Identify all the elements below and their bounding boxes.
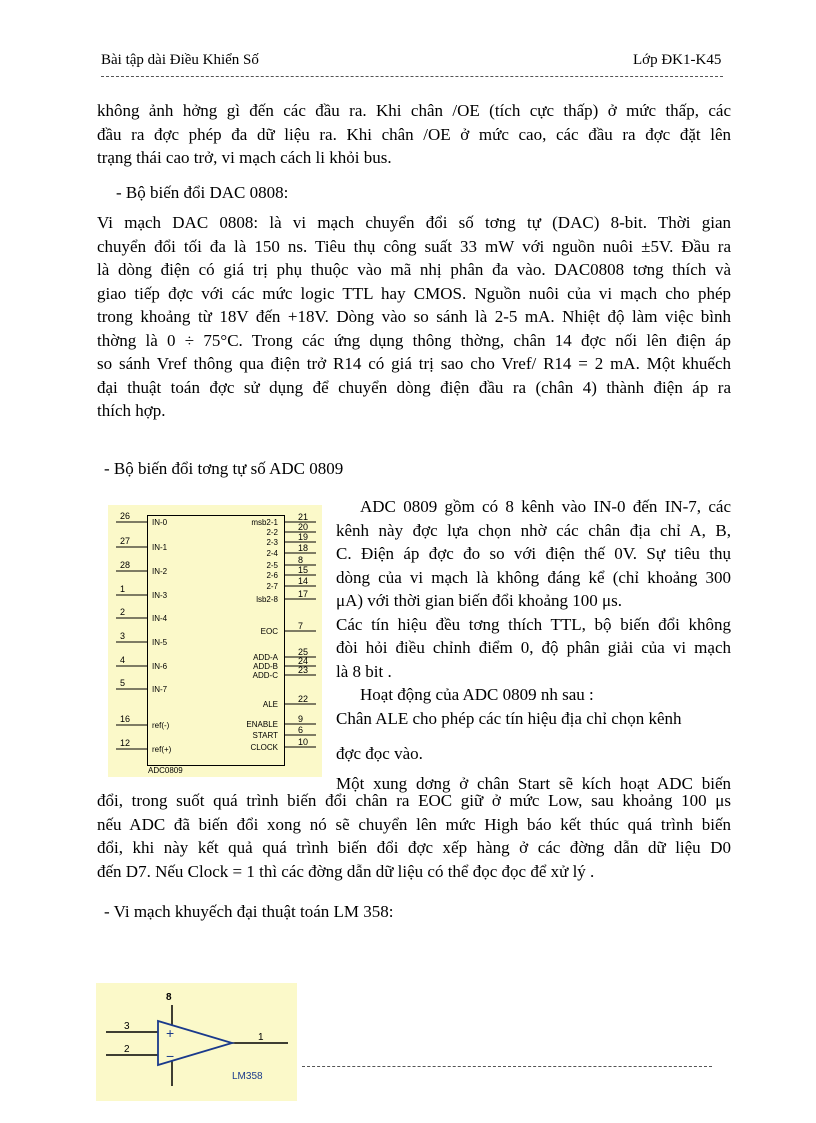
adc-pin-label: IN-5 (152, 638, 168, 647)
adc-pin-number: 9 (298, 714, 304, 724)
text-line: đại thuật toán đợc sử dụng để chuyển dòng điện đầu ra (chân 4) thành điện áp ra (97, 377, 731, 397)
adc-pin-label: IN-4 (152, 614, 168, 623)
adc-pin-label: 2-6 (266, 571, 278, 580)
adc0809-pins (108, 505, 322, 777)
adc-pin-label: ENABLE (246, 720, 278, 729)
adc-pin-number: 12 (120, 738, 131, 748)
pin-1-label: 1 (258, 1032, 264, 1043)
adc-pin-number: 6 (298, 725, 304, 735)
pin-top-label: 8 (166, 992, 172, 1003)
dac-heading: - Bộ biến đổi DAC 0808: (116, 183, 289, 202)
adc-pin-number: 28 (120, 560, 131, 570)
text-line: đầu ra đợc phép đa dữ liệu ra. Khi chân /OE ở mức cao, các đầu ra đợc đặt lên (97, 124, 731, 144)
lm358-label: LM358 (232, 1071, 263, 1082)
text-line: Chân ALE cho phép các tín hiệu địa chỉ chọn kênh (336, 708, 682, 728)
text-line: dòng của vi mạch là không đáng kể (chỉ khoảng 300 (336, 567, 731, 587)
adc-pin-number: 1 (120, 584, 126, 594)
text-line: là dòng điện có giá trị phụ thuộc vào mã nhị phân đa vào. DAC0808 tơng thích và (97, 260, 731, 279)
text-line: đến D7. Nếu Clock = 1 thì các đờng dẫn dữ liệu có thể đọc đọc để xử lý . (97, 861, 595, 881)
adc-pin-label: ALE (262, 700, 278, 709)
adc-pin-number: 22 (298, 694, 309, 704)
adc-pin-number: 2 (120, 607, 126, 617)
adc-pin-label: 2-3 (266, 538, 278, 547)
adc-pin-number: 17 (298, 589, 309, 599)
adc-right-pins (246, 512, 316, 752)
text-line: đòi hỏi điều chỉnh điểm 0, độ phân giải của vi mạch (336, 638, 731, 657)
adc-pin-label: CLOCK (250, 743, 278, 752)
adc-pin-label: msb2-1 (251, 518, 278, 527)
adc-pin-label: EOC (260, 627, 278, 636)
adc-pin-label: ref(-) (152, 721, 170, 730)
text-line: ADC 0809 gồm có 8 kênh vào IN-0 đến IN-7, các (360, 497, 731, 516)
adc-pin-label: 2-4 (266, 549, 278, 558)
lm358-symbol (96, 983, 297, 1101)
text-line: thích hợp. (97, 401, 166, 420)
minus-sign: − (166, 1048, 175, 1064)
adc-pin-number: 16 (120, 714, 131, 724)
pin-2-label: 2 (124, 1044, 130, 1055)
text-line: trạng thái cao trở, vi mạch cách li khỏi bus. (97, 148, 392, 167)
text-line: so sánh Vref thông qua điện trở R14 có giá trị sao cho Vref/ R14 = 2 mA. Một khuếch (97, 354, 731, 373)
text-line: nếu ADC đã biến đổi xong nó sẽ chuyển lên mức High báo kết thúc quá trình biến (97, 814, 731, 834)
adc-heading: - Bộ biến đổi tơng tự số ADC 0809 (104, 459, 344, 478)
adc-pin-number: 20 (298, 522, 309, 532)
adc-pin-number: 27 (120, 536, 131, 546)
text-line: chuyển đổi tối đa là 150 ns. Tiêu thụ công suất 33 mW với nguồn nuôi ±5V. Đầu ra (97, 236, 731, 256)
adc-pin-label: IN-7 (152, 685, 168, 694)
text-line: C. Điện áp đợc đo so với điện thế 0V. Sự tiêu thụ (336, 544, 731, 563)
pin-3-label: 3 (124, 1021, 130, 1032)
text-line: đổi, trong suốt quá trình biến đổi chân ra EOC giữ ở mức Low, sau khoảng 100 μs (97, 791, 731, 810)
text-line: đợc đọc vào. (336, 744, 423, 763)
adc-left-pins (116, 511, 172, 754)
adc-pin-label: START (252, 731, 278, 740)
text-line: đổi, khi này kết quả quá trình biến đổi đợc xếp hàng ở các đờng dẫn dữ liệu D0 (97, 838, 731, 857)
adc-pin-label: IN-2 (152, 567, 168, 576)
lm358-heading: - Vi mạch khuyếch đại thuật toán LM 358: (104, 902, 394, 921)
adc-pin-number: 15 (298, 565, 309, 575)
adc-pin-number: 23 (298, 665, 309, 675)
adc-pin-label: ADD-C (252, 671, 278, 680)
text-line: Các tín hiệu đều tơng thích TTL, bộ biến đổi không (336, 614, 731, 634)
adc-continuation (97, 789, 731, 883)
text-line: Hoạt động của ADC 0809 nh sau : (360, 685, 594, 704)
adc0809-label: ADC0809 (148, 766, 183, 775)
adc-pin-number: 14 (298, 576, 309, 586)
adc-pin-label: IN-3 (152, 591, 168, 600)
text-line: giao tiếp đợc với các mức logic TTL hay CMOS. Nguồn nuôi của vi mạch cho phép (97, 283, 731, 303)
adc-pin-label: IN-1 (152, 543, 168, 552)
adc-pin-label: IN-0 (152, 518, 168, 527)
text-line: kênh này đợc lựa chọn nhờ các chân địa chỉ A, B, (336, 520, 731, 540)
header-rule (101, 76, 723, 77)
header-left: Bài tập dài Điều Khiển Số (101, 52, 259, 68)
adc-pin-number: 4 (120, 655, 126, 665)
adc-pin-label: ADD-B (253, 662, 278, 671)
adc-pin-number: 7 (298, 621, 304, 631)
adc-pin-number: 21 (298, 512, 309, 522)
adc-pin-number: 10 (298, 737, 309, 747)
header-right: Lớp ĐK1-K45 (633, 52, 722, 68)
adc-pin-number: 18 (298, 543, 309, 553)
dac-paragraph (97, 211, 731, 423)
adc-pin-label: ref(+) (152, 745, 172, 754)
text-line: Vi mạch DAC 0808: là vi mạch chuyển đổi số tơng tự (DAC) 8-bit. Thời gian (97, 213, 731, 232)
adc-pin-number: 8 (298, 555, 304, 565)
adc-pin-number: 19 (298, 532, 309, 542)
adc-pin-number: 5 (120, 678, 126, 688)
intro-paragraph (97, 99, 731, 170)
adc-pin-number: 3 (120, 631, 126, 641)
adc-pin-number: 26 (120, 511, 131, 521)
adc-pin-number: 25 (298, 647, 309, 657)
text-line: là 8 bit . (336, 661, 392, 681)
text-line: μA) với thời gian biến đổi khoảng 100 μs. (336, 591, 622, 610)
adc-pin-label: 2-5 (266, 561, 278, 570)
adc-pin-label: ADD-A (253, 653, 278, 662)
adc-pin-label: 2-7 (266, 582, 278, 591)
plus-sign: + (166, 1025, 175, 1041)
adc-pin-label: 2-2 (266, 528, 278, 537)
adc-pin-number: 24 (298, 656, 309, 666)
text-line: trong khoảng từ 18V đến +18V. Dòng vào so sánh là 2-5 mA. Nhiệt độ làm việc bình (97, 307, 731, 326)
adc-pin-label: lsb2-8 (256, 595, 278, 604)
adc-pin-label: IN-6 (152, 662, 168, 671)
text-line: không ảnh hởng gì đến các đầu ra. Khi chân /OE (tích cực thấp) ở mức thấp, các (97, 101, 731, 120)
footer-rule (302, 1066, 712, 1067)
adc-right-paragraph (336, 495, 731, 795)
text-line: Một xung dơng ở chân Start sẽ kích hoạt ADC biến (336, 773, 731, 793)
text-line: thờng là 0 ÷ 75°C. Trong các ứng dụng thông thờng, chân 14 đợc nối lên điện áp (97, 330, 731, 350)
